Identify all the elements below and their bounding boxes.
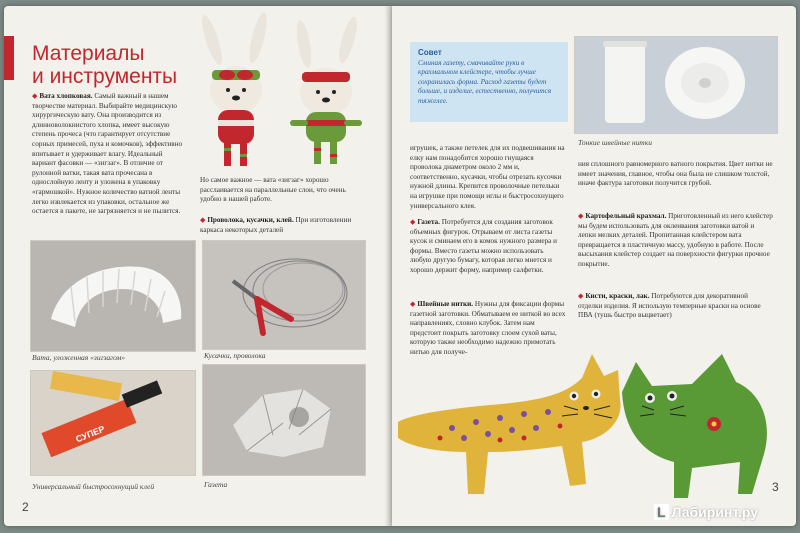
labirint-watermark [654, 504, 758, 520]
crumpled-newspaper-image [203, 365, 365, 475]
starch-text: Приготовленный из него клейстер мы будем использовать для оклеивания заготовки ватой и лепки мелких деталей. Пропитанная клейстером вата превращается в пластичную массу, удобную в работе. После высыхания клейстер создает на поверхности фигурки прочное покрытие. [578, 212, 773, 268]
bunny-dolls-image [200, 10, 380, 176]
page-number-right: 3 [772, 480, 779, 494]
zigzag-text: Но самое важное — вата «зигзаг» хорошо расслаивается на параллельные слои, что очень удобно в нашей работе. [200, 176, 346, 204]
caption-cotton: Вата, уложенная «зигзагом» [32, 353, 126, 362]
cotton-photo [30, 240, 196, 352]
starch-paragraph [578, 212, 774, 270]
threads-text: Нужны для фиксации формы газетной заготовки. Обматываем ее ниткой во всех направлениях, словно клубок. Затем нам предстоит покрыть заготовку слоем сухой ваты, которую также необходимо надежно примотать нитью для получе- [410, 300, 566, 356]
pliers-photo [202, 240, 366, 350]
bullet-icon: ◆ [200, 216, 206, 224]
newspaper-text: Потребуется для создания заготовок объемных фигурок. Отрываем от листа газеты кусок и сминаем его в комок нужного размера и формы. Вместо газеты можно использовать любую другую бумагу, которая легко мнется и хорошо держит форму, например салфетки. [410, 218, 558, 274]
caption-pliers: Кусачки, проволока [204, 351, 266, 360]
threads-heading: Швейные нитки. [417, 300, 474, 308]
right-page [392, 6, 796, 526]
bullet-icon: ◆ [32, 92, 38, 100]
cotton-heading: Вата хлопковая. [39, 92, 93, 100]
chapter-marker [4, 36, 14, 80]
glue-tube-image [31, 371, 195, 475]
caption-glue: Универсальный быстросохнущий клей [32, 482, 155, 491]
glue-photo [30, 370, 196, 476]
threads-continued-text: ния сплошного равномерного ватного покрытия. Цвет нитки не имеет значения, главное, чтобы она была не слишком толстой, иначе фактура заготовки получится грубой. [578, 160, 773, 188]
cotton-paragraph [32, 92, 188, 217]
threads-photo [574, 36, 778, 134]
starch-heading: Картофельный крахмал. [585, 212, 667, 220]
wire-heading: Проволока, кусачки, клей. [207, 216, 294, 224]
wire-continued-paragraph [410, 144, 566, 211]
newspaper-heading: Газета. [417, 218, 440, 226]
bullet-icon: ◆ [578, 292, 584, 300]
wire-paragraph [200, 216, 360, 235]
watermark-badge: L [654, 504, 669, 520]
caption-threads: Тонкие швейные нитки [578, 138, 652, 147]
brushes-paragraph [578, 292, 774, 321]
left-page [4, 6, 392, 526]
wire-text: При изготовлении каркаса некоторых деталей [200, 216, 352, 234]
page-number-left: 2 [22, 500, 29, 514]
bullet-icon: ◆ [410, 218, 416, 226]
pliers-wire-image [203, 241, 365, 349]
brushes-text: Потребуются для декоративной отделки изделия. Я использую темперные краски на основе ПВА (тушь быстро выцветает) [578, 292, 761, 320]
caption-newspaper: Газета [204, 480, 228, 489]
wire-continued-text: игрушек, а также петелек для их подвешивания на елку нам понадобится хорошо гнущаяся проволока диаметром около 2 мм и, соответственно, кусачки, чтобы отрезать кусочки нужной длины. Крепится проволочные петельки на игрушке при помощи иглы и быстросохнущего универсального клея. [410, 144, 565, 210]
brushes-heading: Кисти, краски, лак. [585, 292, 650, 300]
glue-brand-label: СУПЕР [74, 423, 107, 445]
title-line-2: и инструменты [32, 65, 178, 88]
watermark-text: Лабиринт.ру [671, 504, 759, 520]
cats-illustration-image [392, 334, 796, 526]
bullet-icon: ◆ [410, 300, 416, 308]
tip-text: Сминая газету, смачивайте руки в крахмальном клейстере, чтобы лучше сохранилась форма. Расход газеты будет больше, и изделие, естественно, получится тяжелее. [418, 59, 552, 105]
tip-title: Совет [418, 48, 442, 57]
newspaper-paragraph [410, 218, 566, 276]
tip-box [410, 42, 568, 122]
bullet-icon: ◆ [578, 212, 584, 220]
thread-spools-image [575, 37, 777, 133]
zigzag-paragraph [200, 176, 360, 205]
title-line-1: Материалы [32, 42, 145, 65]
newspaper-photo [202, 364, 366, 476]
page-title [32, 42, 177, 88]
threads-continued-paragraph [578, 160, 774, 189]
cotton-text: Самый важный в нашем творчестве материал. Выбирайте медицинскую хирургическую вату. Она производится из длинноволокнистого хлопка, имеет высокую степень прочеса (что гарантирует отсутствие сорных примесей, пуха и комочков), эффективно впитывает и удерживает влагу. Идеальный вариант фасовки — «зигзаг». В отличие от рулонной ватки, такая вата прочесана в однослойную ленту и уложена в упаковку «гармошкой». Нужное количество ватной ленты легко извлекается из упаковки, остальное же остается в пакете, не загрязняется и не пылится. [32, 92, 183, 216]
cotton-zigzag-image [31, 241, 195, 351]
